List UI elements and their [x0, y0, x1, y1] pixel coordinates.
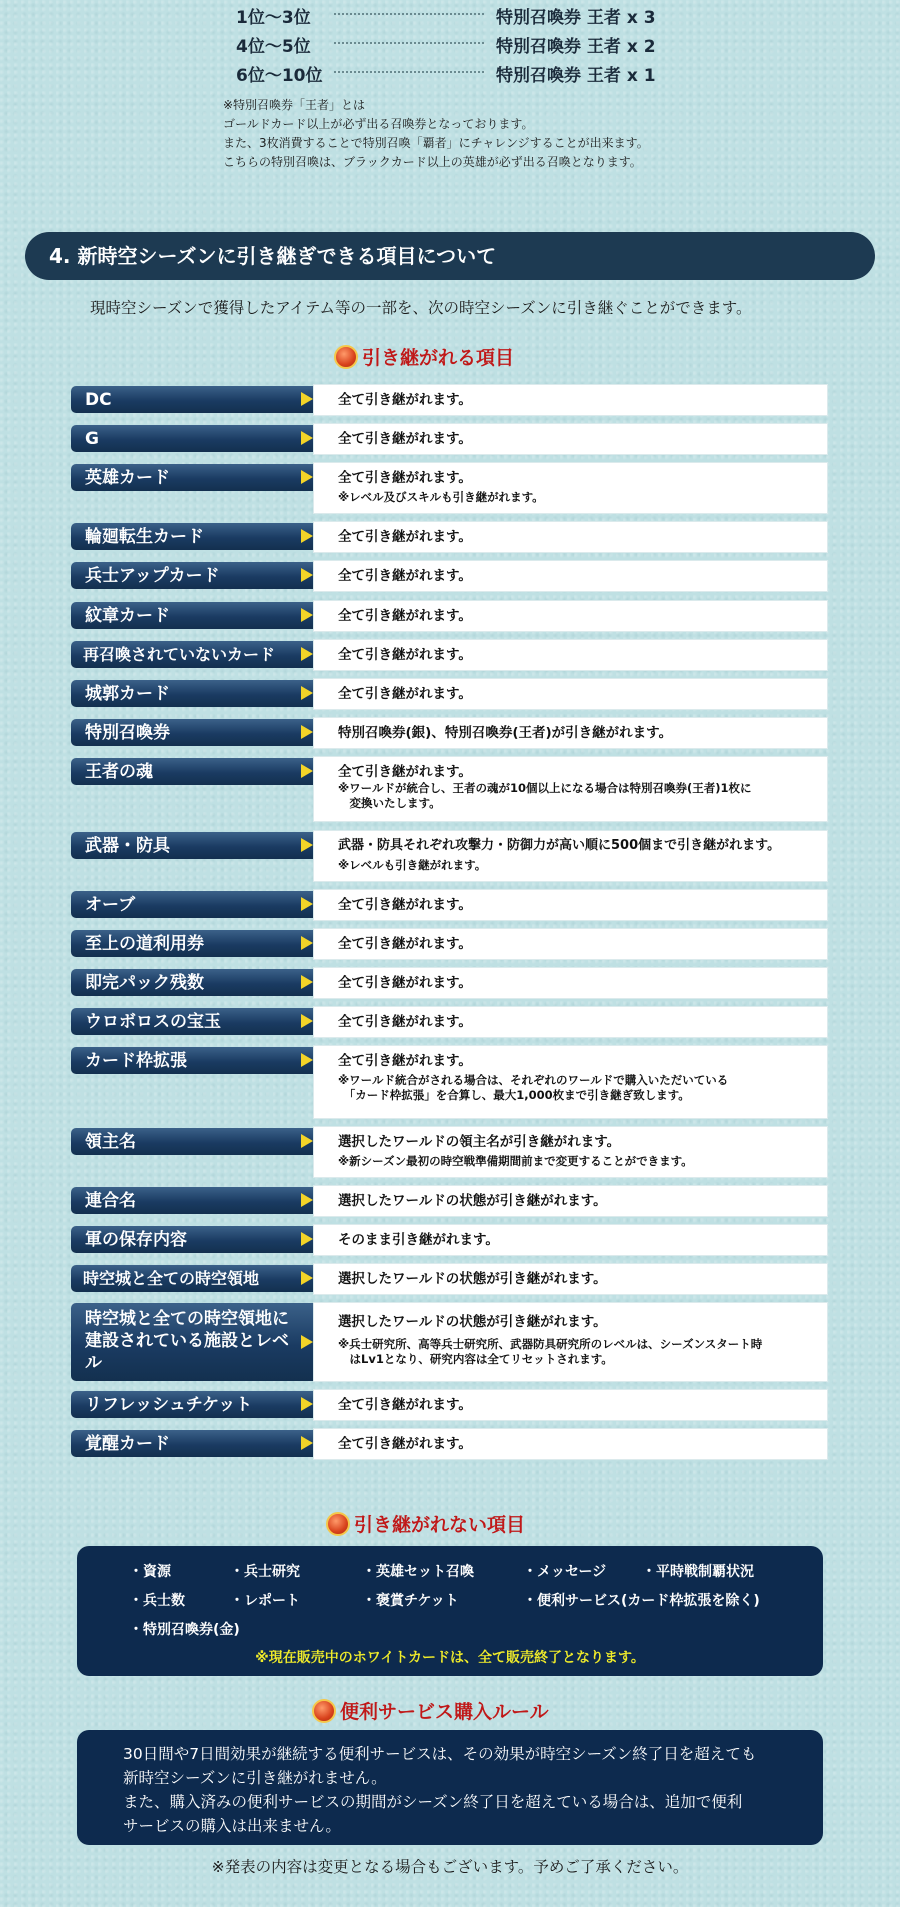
carry-over-row [71, 967, 828, 999]
emblem-icon [326, 1512, 350, 1536]
not-carried-box [77, 1546, 823, 1676]
item-description: 全て引き継がれます。 [313, 600, 828, 632]
carry-over-row [71, 600, 828, 632]
arrow-right-icon [301, 529, 313, 543]
rule-line: 30日間や7日間効果が継続する便利サービスは、その効果が時空シーズン終了日を超えても [123, 1745, 757, 1763]
note-line: ※特別召喚券「王者」とは [223, 98, 366, 112]
not-carried-item: ・レポート [230, 1593, 300, 1609]
item-description: 特別召喚券(銀)、特別召喚券(王者)が引き継がれます。 [313, 717, 828, 749]
item-label: 覚醒カード [71, 1430, 321, 1457]
item-label: 王者の魂 [71, 758, 321, 785]
arrow-right-icon [301, 647, 313, 661]
item-label: 至上の道利用券 [71, 930, 321, 957]
arrow-right-icon [301, 431, 313, 445]
rank-row [236, 0, 696, 29]
item-label: 時空城と全ての時空領地に建設されている施設とレベル [71, 1303, 321, 1381]
arrow-right-icon [301, 1053, 313, 1067]
rank-reward: 特別召喚券 王者 x 1 [496, 66, 656, 86]
item-label: 英雄カード [71, 464, 321, 491]
footer-disclaimer: ※発表の内容は変更となる場合もございます。予めご了承ください。 [211, 1858, 689, 1876]
item-description: 全て引き継がれます。 [313, 560, 828, 592]
arrow-right-icon [301, 392, 313, 406]
item-label: 連合名 [71, 1187, 321, 1214]
item-label: 紋章カード [71, 602, 321, 629]
note-line: ゴールドカード以上が必ず出る召喚券となっております。 [223, 117, 534, 131]
arrow-right-icon [301, 1193, 313, 1207]
not-carried-heading [326, 1510, 525, 1538]
rank-row [236, 58, 696, 87]
carry-over-row [71, 678, 828, 710]
item-label: オーブ [71, 891, 321, 918]
not-carried-item: ・平時戦制覇状況 [642, 1564, 754, 1580]
arrow-right-icon [301, 1014, 313, 1028]
item-label: 城郭カード [71, 680, 321, 707]
carry-over-row [71, 756, 828, 822]
arrow-right-icon [301, 1271, 313, 1285]
item-note: ※兵士研究所、高等兵士研究所、武器防具研究所のレベルは、シーズンスタート時 はLv1となり、研究内容は全てリセットされます。 [338, 1337, 763, 1366]
not-carried-item: ・兵士数 [129, 1593, 185, 1609]
rank-reward: 特別召喚券 王者 x 3 [496, 8, 656, 28]
carry-over-row [71, 830, 828, 882]
rule-line: 新時空シーズンに引き継がれません。 [123, 1769, 387, 1787]
leader-dots [334, 13, 484, 15]
item-note: ※レベル及びスキルも引き継がれます。 [338, 490, 544, 504]
item-description: 武器・防具それぞれ攻撃力・防御力が高い順に500個まで引き継がれます。 ※レベルも引き継がれます。 [313, 830, 828, 882]
carry-over-row [71, 1302, 828, 1382]
carry-over-row [71, 560, 828, 592]
item-label: 輪廻転生カード [71, 523, 321, 550]
item-description: 選択したワールドの状態が引き継がれます。 [313, 1185, 828, 1217]
carry-over-row [71, 462, 828, 514]
carry-over-heading-text: 引き継がれる項目 [362, 347, 515, 369]
carry-over-row [71, 1126, 828, 1178]
carry-over-row [71, 889, 828, 921]
arrow-right-icon [301, 1335, 313, 1349]
carry-over-row [71, 1006, 828, 1038]
carry-over-row [71, 717, 828, 749]
carry-over-row [71, 1045, 828, 1119]
item-label: G [71, 425, 321, 452]
carry-over-row [71, 1389, 828, 1421]
item-description: 全て引き継がれます。 [313, 889, 828, 921]
item-label: 兵士アップカード [71, 562, 321, 589]
note-line: また、3枚消費することで特別召喚「覇者」にチャレンジすることが出来ます。 [223, 136, 649, 150]
arrow-right-icon [301, 764, 313, 778]
arrow-right-icon [301, 568, 313, 582]
ranking-notes [223, 96, 649, 172]
emblem-icon [312, 1699, 336, 1723]
item-description: 選択したワールドの領主名が引き継がれます。 ※新シーズン最初の時空戦準備期間前まで変更することができます。 [313, 1126, 828, 1178]
white-card-note: ※現在販売中のホワイトカードは、全て販売終了となります。 [255, 1650, 645, 1666]
item-description: 全て引き継がれます。 ※レベル及びスキルも引き継がれます。 [313, 462, 828, 514]
item-description: 全て引き継がれます。 ※ワールド統合がされる場合は、それぞれのワールドで購入いただいている 「カード枠拡張」を合算し、最大1,000枚まで引き継ぎ致します。 [313, 1045, 828, 1119]
note-line: こちらの特別召喚は、ブラックカード以上の英雄が必ず出る召喚となります。 [223, 155, 642, 169]
rule-line: サービスの購入は出来ません。 [123, 1817, 341, 1835]
service-rules-box [77, 1730, 823, 1845]
item-label: 武器・防具 [71, 832, 321, 859]
leader-dots [334, 71, 484, 73]
item-note: ※ワールドが統合し、王者の魂が10個以上になる場合は特別召喚券(王者)1枚に 変換いたします。 [338, 781, 752, 810]
item-label: リフレッシュチケット [71, 1391, 321, 1418]
item-description: 全て引き継がれます。 [313, 639, 828, 671]
item-description: 全て引き継がれます。 [313, 928, 828, 960]
not-carried-item: ・英雄セット召喚 [362, 1564, 474, 1580]
arrow-right-icon [301, 936, 313, 950]
arrow-right-icon [301, 897, 313, 911]
not-carried-heading-text: 引き継がれない項目 [354, 1514, 526, 1536]
arrow-right-icon [301, 1134, 313, 1148]
carry-over-row [71, 1224, 828, 1256]
service-rules-text [123, 1742, 803, 1838]
rank-range: 6位〜10位 [236, 66, 323, 86]
rank-row [236, 29, 696, 58]
item-description: 全て引き継がれます。 [313, 1006, 828, 1038]
item-label: DC [71, 386, 321, 413]
rule-line: また、購入済みの便利サービスの期間がシーズン終了日を超えている場合は、追加で便利 [123, 1793, 743, 1811]
service-rules-heading [312, 1697, 549, 1725]
item-note: ※レベルも引き継がれます。 [338, 858, 487, 872]
carry-over-row [71, 1185, 828, 1217]
not-carried-item: ・資源 [129, 1564, 171, 1580]
arrow-right-icon [301, 1436, 313, 1450]
not-carried-item: ・兵士研究 [230, 1564, 300, 1580]
service-rules-heading-text: 便利サービス購入ルール [340, 1701, 549, 1723]
carry-over-row [71, 1428, 828, 1460]
item-description: 選択したワールドの状態が引き継がれます。 ※兵士研究所、高等兵士研究所、武器防具研究所のレベルは、シーズンスタート時 はLv1となり、研究内容は全てリセットされます。 [313, 1302, 828, 1382]
section-intro: 現時空シーズンで獲得したアイテム等の一部を、次の時空シーズンに引き継ぐことができます。 [90, 299, 752, 317]
carry-over-row [71, 639, 828, 671]
item-label: ウロボロスの宝玉 [71, 1008, 321, 1035]
rank-reward: 特別召喚券 王者 x 2 [496, 37, 656, 57]
section-header: 4. 新時空シーズンに引き継ぎできる項目について [25, 232, 875, 280]
item-label: 再召喚されていないカード [71, 641, 321, 668]
carry-over-row [71, 1263, 828, 1295]
arrow-right-icon [301, 1232, 313, 1246]
emblem-icon [334, 345, 358, 369]
arrow-right-icon [301, 838, 313, 852]
item-description: そのまま引き継がれます。 [313, 1224, 828, 1256]
item-label: 時空城と全ての時空領地 [71, 1265, 321, 1292]
not-carried-item: ・特別召喚券(金) [129, 1622, 240, 1638]
item-description: 全て引き継がれます。 [313, 521, 828, 553]
carry-over-heading [334, 343, 514, 371]
carry-over-row [71, 928, 828, 960]
carry-over-row [71, 384, 828, 416]
arrow-right-icon [301, 725, 313, 739]
item-description: 全て引き継がれます。 [313, 1389, 828, 1421]
carry-over-row [71, 521, 828, 553]
item-description: 選択したワールドの状態が引き継がれます。 [313, 1263, 828, 1295]
rank-range: 4位〜5位 [236, 37, 311, 57]
carry-over-row [71, 423, 828, 455]
item-description: 全て引き継がれます。 [313, 967, 828, 999]
item-description: 全て引き継がれます。 ※ワールドが統合し、王者の魂が10個以上になる場合は特別召喚券(王者)1枚に 変換いたします。 [313, 756, 828, 822]
arrow-right-icon [301, 686, 313, 700]
item-description: 全て引き継がれます。 [313, 423, 828, 455]
item-label: 特別召喚券 [71, 719, 321, 746]
not-carried-item: ・メッセージ [523, 1564, 607, 1580]
arrow-right-icon [301, 1397, 313, 1411]
item-label: カード枠拡張 [71, 1047, 321, 1074]
not-carried-item: ・便利サービス(カード枠拡張を除く) [523, 1593, 760, 1609]
item-description: 全て引き継がれます。 [313, 1428, 828, 1460]
not-carried-item: ・褒賞チケット [362, 1593, 459, 1609]
item-description: 全て引き継がれます。 [313, 384, 828, 416]
rank-range: 1位〜3位 [236, 8, 311, 28]
ranking-rewards [236, 0, 696, 87]
leader-dots [334, 42, 484, 44]
item-note: ※ワールド統合がされる場合は、それぞれのワールドで購入いただいている 「カード枠拡張」を合算し、最大1,000枚まで引き継ぎ致します。 [338, 1073, 729, 1102]
item-note: ※新シーズン最初の時空戦準備期間前まで変更することができます。 [338, 1154, 693, 1168]
item-label: 領主名 [71, 1128, 321, 1155]
arrow-right-icon [301, 975, 313, 989]
item-label: 即完パック残数 [71, 969, 321, 996]
arrow-right-icon [301, 608, 313, 622]
arrow-right-icon [301, 470, 313, 484]
item-label: 軍の保存内容 [71, 1226, 321, 1253]
item-description: 全て引き継がれます。 [313, 678, 828, 710]
